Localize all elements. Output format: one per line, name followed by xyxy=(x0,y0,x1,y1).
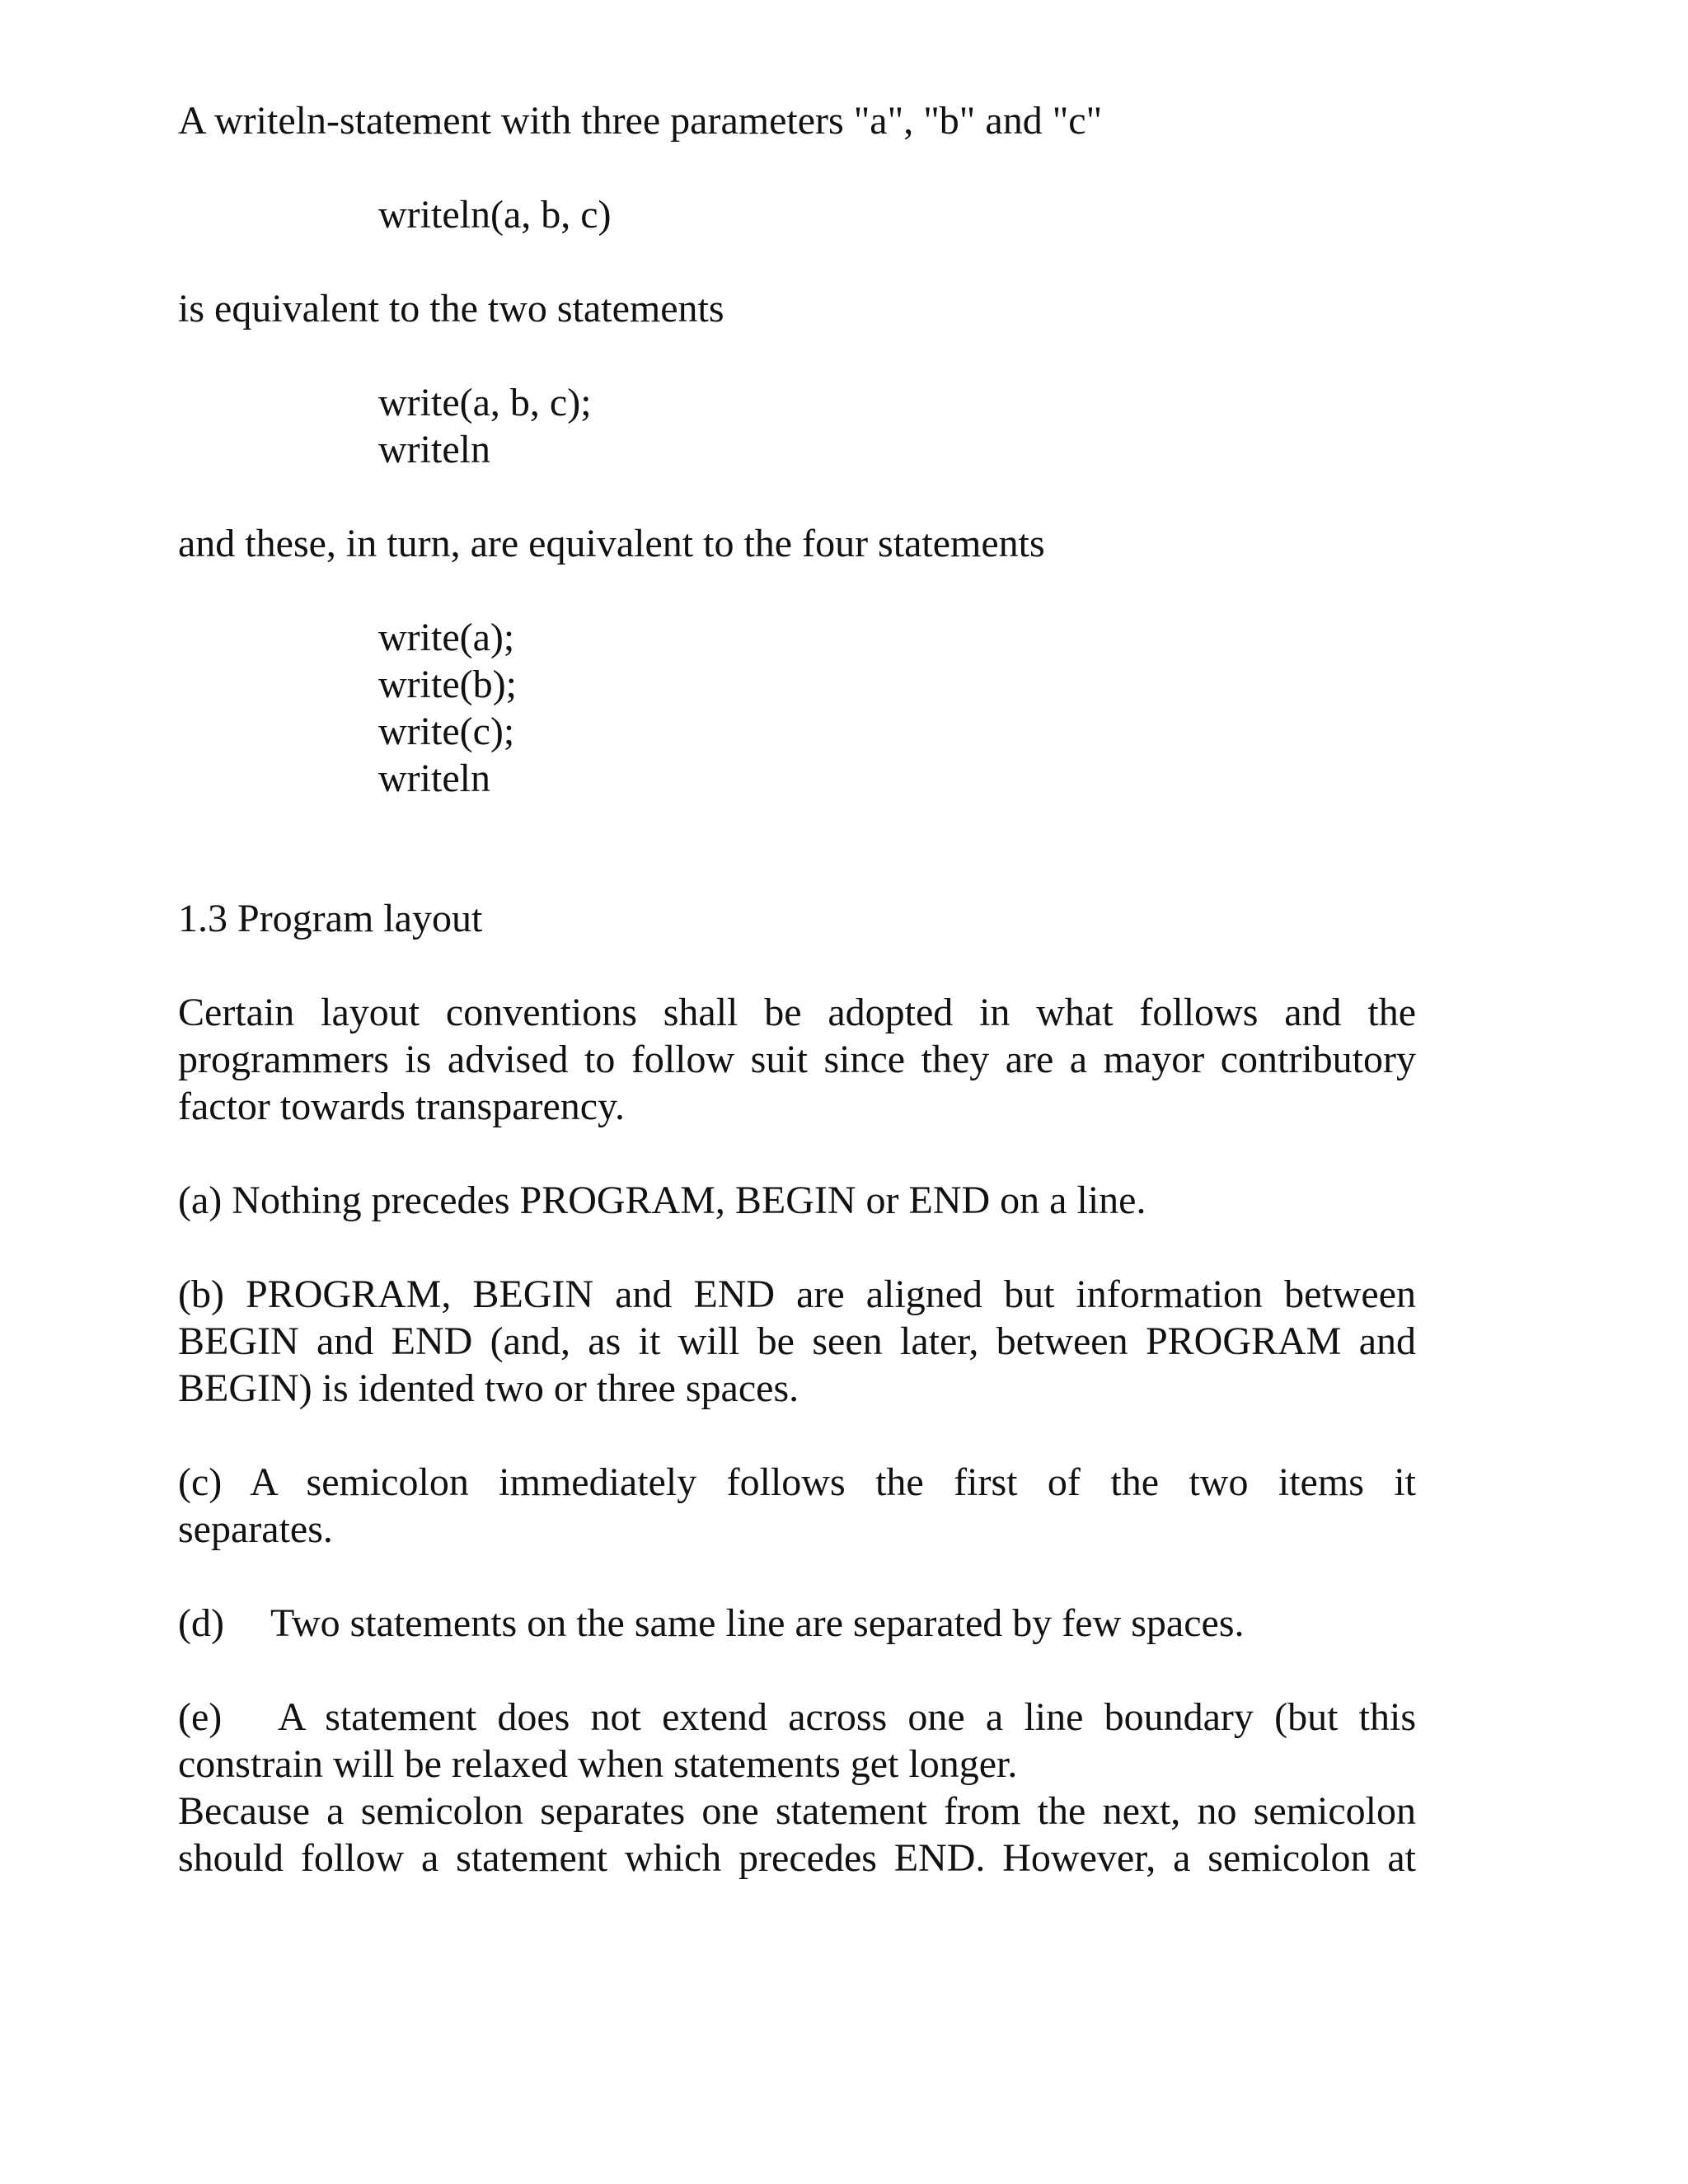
closing-line: Because a semicolon separates one statement from the next, no semicolon xyxy=(178,1789,1416,1833)
paragraph-line: Certain layout conventions shall be adopted in what follows and the xyxy=(178,991,1416,1034)
code-line: writeln xyxy=(378,428,490,471)
rule-d-text: Two statements on the same line are separated by few spaces. xyxy=(270,1601,1245,1645)
rule-c-line: (c) A semicolon immediately follows the first of the two items it xyxy=(178,1460,1416,1504)
rule-d-label: (d) xyxy=(178,1601,224,1645)
rule-e-line: constrain will be relaxed when statements get longer. xyxy=(178,1742,1018,1786)
intro-sentence-1: A writeln-statement with three parameters "a", "b" and "c" xyxy=(178,99,1103,143)
code-example-writeln: writeln(a, b, c) xyxy=(378,193,612,237)
section-heading: 1.3 Program layout xyxy=(178,897,483,940)
code-line: write(a, b, c); xyxy=(378,381,592,424)
closing-line: should follow a statement which precedes END. However, a semicolon at xyxy=(178,1836,1416,1880)
rule-b-line: BEGIN and END (and, as it will be seen later, between PROGRAM and xyxy=(178,1319,1416,1363)
rule-c-line: separates. xyxy=(178,1507,333,1551)
code-line: writeln xyxy=(378,757,490,800)
code-line: write(b); xyxy=(378,663,517,706)
rule-a: (a) Nothing precedes PROGRAM, BEGIN or END on a line. xyxy=(178,1179,1146,1222)
intro-sentence-3: and these, in turn, are equivalent to the four statements xyxy=(178,522,1045,565)
paragraph-line: programmers is advised to follow suit since they are a mayor contributory xyxy=(178,1038,1416,1081)
rule-e-line: A statement does not extend across one a line boundary (but this xyxy=(278,1695,1416,1739)
code-line: write(c); xyxy=(378,710,515,753)
rule-b-line: (b) PROGRAM, BEGIN and END are aligned but information between xyxy=(178,1272,1416,1316)
rule-d xyxy=(178,1600,1245,1647)
code-line: write(a); xyxy=(378,616,515,659)
rule-e-label: (e) xyxy=(178,1695,223,1739)
intro-sentence-2: is equivalent to the two statements xyxy=(178,287,724,330)
paragraph-line: factor towards transparency. xyxy=(178,1085,625,1128)
rule-b-line: BEGIN) is idented two or three spaces. xyxy=(178,1366,799,1410)
